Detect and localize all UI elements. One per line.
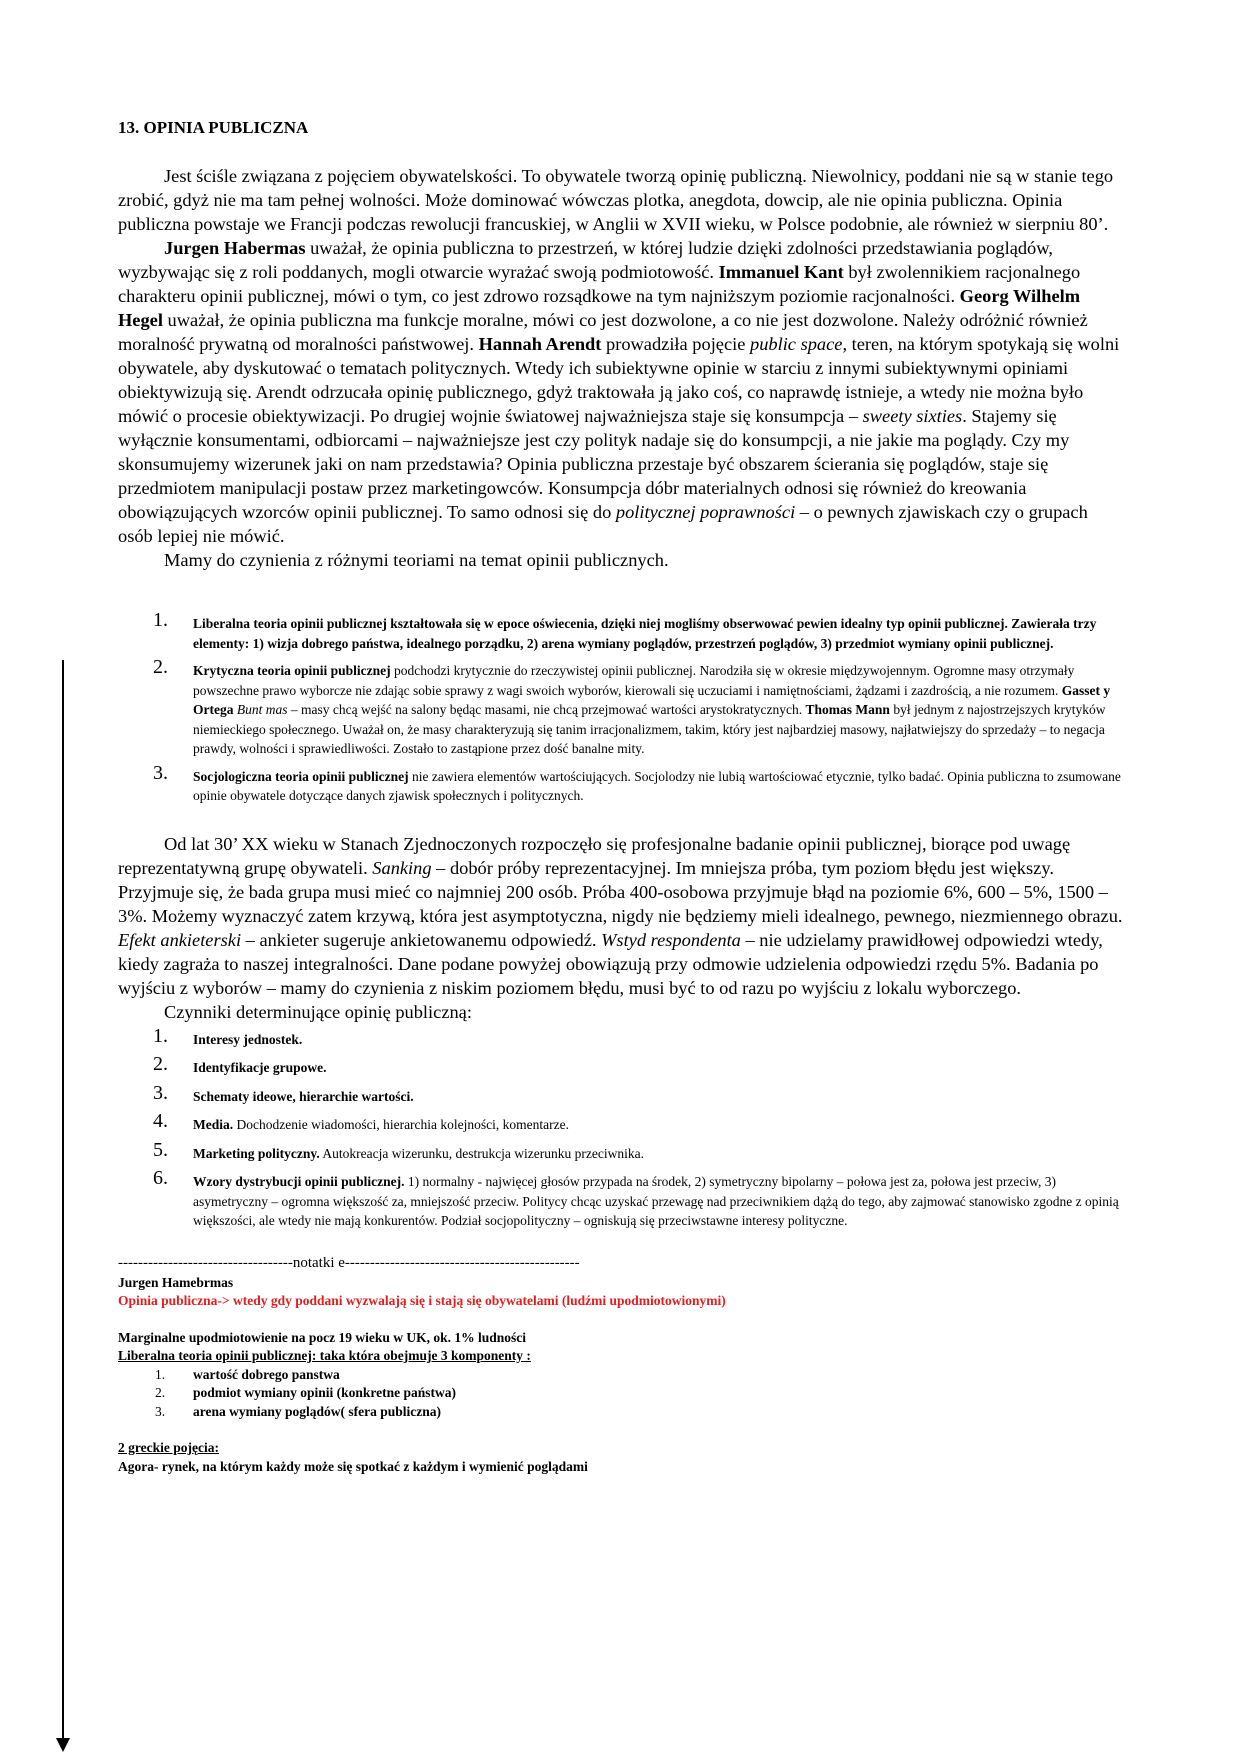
text-kant: był zwolennikiem racjonalnego charakteru opinii publicznej, mówi o tym, co jest zdrowo rozsądkowe na tym najniższym poziomie racjonalności. [118,262,1081,306]
text-shame: – nie udzielamy prawidłowej odpowiedzi wtedy, kiedy zagraża to naszej integralności. Dane podane powyżej obowiązują przy odmowie udzielenia odpowiedzi rzędu 5%. Badania po wyjściu z wyborów – mamy do czynienia z niskim poziomem błędu, musi być to od razu po wyjściu z lokalu wyborczego. [118,929,1103,998]
name-habermas: Jurgen Habermas [164,238,306,258]
notes-item-text: podmiot wymiany opinii (konkretne państwa) [193,1385,457,1400]
author-name-2: Thomas Mann [805,702,890,717]
notes-list [118,1366,1123,1422]
margin-line [62,660,64,1740]
list-item [118,1081,1123,1107]
factor-text: Dochodzenie wiadomości, hierarchia kolejności, komentarze. [233,1117,569,1132]
list-number: 2. [153,656,168,678]
factor-name: Schematy ideowe, hierarchie wartości. [193,1088,414,1104]
text-arendt: prowadziła pojęcie [601,334,750,354]
list-number: 4. [153,1110,168,1132]
document-page [118,118,1123,1476]
author-name: Gasset y Ortega [193,682,1111,717]
list-number: 6. [153,1167,168,1189]
list-item [118,1366,1123,1385]
factor-name: Wzory dystrybucji opinii publicznej. [193,1174,405,1189]
list-item [118,609,1123,653]
spacer [118,1311,1123,1329]
theory-name: Krytyczna teoria opinii publicznej [193,663,391,678]
term-sweety-sixties: sweety sixties [862,406,963,426]
list-item [118,761,1123,806]
theory-text-2: – masy chcą wejść na salony będąc masami, nie chcą przejmować wartości arystokratycznych. [287,702,806,717]
notes-line: Agora- rynek, na którym każdy może się spotkać z każdym i wymienić poglądami [118,1458,588,1474]
list-item [118,1024,1123,1050]
notes-line: Marginalne upodmiotowienie na pocz 19 wieku w UK, ok. 1% ludności [118,1329,527,1345]
list-number: 3. [155,1403,166,1419]
text-arendt-2: , teren, na którym spotykają się wolni obywatele, aby dyskutować o tematach politycznych. Wtedy ich subiektywne opinie w starciu z innymi subiektywnymi opiniami obiektywizują się. Arendt odrzucała opinię publicznego, gdyż traktowała ją jako coś, co naprawdę istnieje, a wtedy nie można było mówić o procesie obiektywizacji. Po drugiej wojnie światowej najważniejsza staje się konsumpcja – [118,334,1120,426]
theory-text: nie zawiera elementów wartościujących. Socjolodzy nie lubią wartościować etycznie, tylko badać. Opinia publiczna to zsumowane opinie obywatele dotyczące danych zjawisk społecznych i politycznych. [193,768,1121,803]
notes-heading: 2 greckie pojęcia: [118,1440,219,1455]
text-consumption: . Stajemy się wyłącznie konsumentami, odbiorcami – najważniejsze jest czy polityk nadaje się do konsumpcji, a nie jakie ma poglądy. Czy my skonsumujemy wizerunek jaki on nam przedstawia? Opinia publiczna przestaje być obszarem ścierania się poglądów, staje się przedmiotem manipulacji postaw przez marketingowców. Konsumpcja dóbr materialnych odnosi się również do kreowania obowiązujących wzorców opinii publicznej. To samo odnosi się do [118,406,1070,522]
theory-text: Liberalna teoria opinii publicznej kształtowała się w epoce oświecenia, dzięki niej mogliśmy obserwować pewien idealny typ opinii publicznej. Zawierała trzy elementy: 1) wizja dobrego państwa, idealnego porządku, 2) arena wymiany poglądów, przestrzeń poglądów, 3) przedmiot wymiany opinii publicznej. [193,616,1097,651]
main-text [118,164,1123,572]
list-number: 2. [153,1053,168,1075]
list-number: 3. [153,1081,168,1104]
notes-section [118,1274,1123,1477]
factors-list [118,1024,1123,1231]
paragraph-theories-intro: Mamy do czynienia z różnymi teoriami na temat opinii publicznych. [164,550,669,570]
paragraph-research [118,832,1123,1000]
factor-text: 1) normalny - najwięcej głosów przypada na środek, 2) symetryczny bipolarny – połowa jest za, połowa jest przeciw, 3) asymetryczny – ogromna większość za, mniejszość przeciw. Politycy chcąc uzyskać przewagę nad przeciwnikiem dążą do tego, aby zajmować stanowisko zgodne z opinią większości, ale wtedy nie mają konkurentów. Podział socjopolityczny – ogniskują się przeciwstawne interesy polityczne. [193,1174,1119,1228]
text-hegel: uważał, że opinia publiczna ma funkcje moralne, mówi co jest dozwolone, a co nie jest dozwolone. Należy odróżnić również moralność prywatną od moralności państwowej. [118,310,1088,354]
factor-name: Marketing polityczny. [193,1145,320,1161]
notes-separator: -----------------------------------notatki e----------------------------------------------- [118,1254,580,1271]
list-item [118,1110,1123,1135]
term-sanking: Sanking [372,857,432,878]
notes-heading: Liberalna teoria opinii publicznej: taka która obejmuje 3 komponenty : [118,1348,531,1363]
list-item [118,1384,1123,1403]
text-habermas: uważał, że opinia publiczna to przestrzeń, w której ludzie dzięki zdolności przedstawiania poglądów, wyzbywając się z roli poddanych, mogli otwarcie wyrażać swoją podmiotowość. [118,238,1053,282]
name-kant: Immanuel Kant [718,262,844,282]
name-hegel: Georg Wilhelm Hegel [118,286,1081,330]
text-research: Od lat 30’ XX wieku w Stanach Zjednoczonych rozpoczęło się profesjonalne badanie opinii publicznej, biorące pod uwagę reprezentatywną grupę obywateli. [118,833,1071,878]
term-public-space: public space [750,334,843,354]
paragraph-theorists [118,236,1123,548]
theory-name: Socjologiczna teoria opinii publicznej [193,768,409,784]
spacer [118,1421,1123,1439]
name-arendt: Hannah Arendt [478,334,602,354]
theories-list [118,609,1123,806]
book-title: Bunt mas [233,702,288,717]
term-political-correctness: politycznej poprawności [615,502,796,522]
term-respondent-shame: Wstyd respondenta [601,929,741,950]
paragraph-factors-intro: Czynniki determinujące opinię publiczną: [164,1001,472,1022]
research-text [118,832,1123,1024]
list-item [118,1403,1123,1422]
paragraph-intro: Jest ściśle związana z pojęciem obywatelskości. To obywatele tworzą opinię publiczną. Niewolnicy, poddani nie są w stanie tego zrobić, gdyż nie ma tam pełnej wolności. Może dominować wówczas plotka, anegdota, dowcip, ale nie opinia publiczna. Opinia publiczna powstaje we Francji podczas rewolucji francuskiej, w Anglii w XVII wieku, w Polsce podobnie, ale również w sierpniu 80’. [118,166,1114,234]
factor-name: Interesy jednostek. [193,1031,303,1047]
list-item [118,1138,1123,1164]
theory-text-3: był jednym z najostrzejszych krytyków niemieckiego społecznego. Uważał on, że masy charakteryzują się tanim irracjonalizmem, takim, który jest najbardziej masowy, najłatwiejszy do sprzedaży – to negacja prawdy, wolności i sprawiedliwości. Zostało to zastąpione przez dość banalne mity. [193,702,1106,756]
notes-highlight: Opinia publiczna-> wtedy gdy poddani wyzwalają się i stają się obywatelami (ludźmi upodmiotowionymi) [118,1293,726,1308]
factor-name: Media. [193,1117,234,1132]
arrow-down-icon [56,1738,70,1752]
list-item [118,1053,1123,1078]
list-number: 2. [155,1385,166,1400]
factor-name: Identyfikacje grupowe. [193,1060,327,1075]
list-number: 5. [153,1138,168,1161]
list-number: 1. [153,609,168,631]
text-sample: – dobór próby reprezentacyjnej. Im mniejsza próba, tym poziom błędu jest większy. Przyjmuje się, że bada grupa musi mieć co najmniej 200 osób. Próba 400-osobowa przyjmuje błąd na poziomie 6%, 600 – 5%, 1500 – 3%. Możemy wyznaczyć zatem krzywą, która jest asymptotyczna, nigdy nie będziemy mieli idealnego, pewnego, niezmiennego obrazu. [118,857,1123,926]
text-correctness: – o pewnych zjawiskach czy o grupach osób lepiej nie mówić. [118,502,1088,546]
text-interviewer: – ankieter sugeruje ankietowanemu odpowiedź. [241,929,602,950]
list-number: 1. [155,1366,166,1382]
list-item [118,656,1123,759]
page-title: 13. OPINIA PUBLICZNA [118,118,309,137]
theory-text: podchodzi krytycznie do rzeczywistej opinii publicznej. Narodziła się w okresie międzywojennym. Ogromne masy otrzymały powszechne prawo wyborcze nie zdając sobie sprawy z wagi swoich wyborów, kierowali się uczuciami i namiętnościami, żądzami i zazdrością, a nie rozumem. [193,663,1075,698]
notes-author: Jurgen Hamebrmas [118,1274,234,1290]
notes-item-text: arena wymiany poglądów( sfera publiczna) [193,1403,442,1419]
list-item [118,1167,1123,1231]
factor-text: Autokreacja wizerunku, destrukcja wizerunku przeciwnika. [319,1145,644,1161]
list-number: 1. [153,1024,168,1047]
list-number: 3. [153,761,168,784]
term-interviewer-effect: Efekt ankieterski [118,929,242,950]
notes-item-text: wartość dobrego panstwa [193,1366,340,1382]
